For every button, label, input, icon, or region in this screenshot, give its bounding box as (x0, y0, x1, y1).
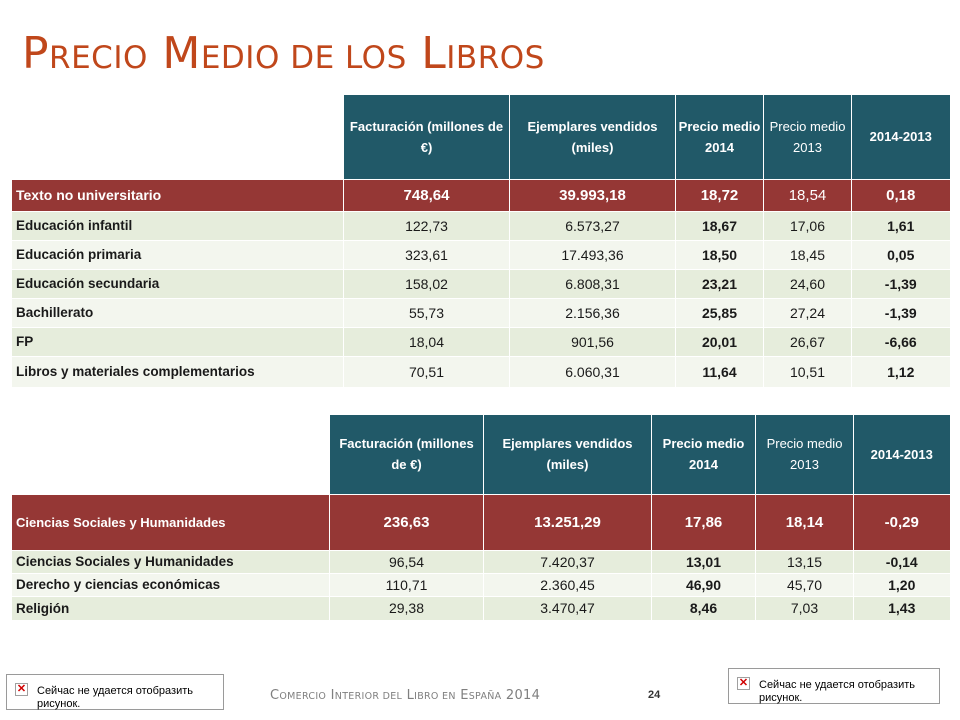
column-header: Precio medio 2014 (676, 95, 764, 179)
column-header: Precio medio 2013 (756, 415, 854, 494)
column-header: 2014-2013 (854, 415, 950, 494)
table-header-row (12, 415, 950, 494)
page-title: PRECIO MEDIO DE LOS LIBROS (22, 28, 545, 79)
table-row: Bachillerato 55,73 2.156,36 25,85 27,24 -1,39 (12, 298, 950, 327)
footer-caption: COMERCIO INTERIOR DEL LIBRO EN ESPAÑA 2014 (270, 688, 541, 703)
column-header: Facturación (millones de €) (330, 415, 484, 494)
column-header: Facturación (millones de €) (344, 95, 510, 179)
table-row: Ciencias Sociales y Humanidades 96,54 7.420,37 13,01 13,15 -0,14 (12, 550, 950, 573)
table-row: Libros y materiales complementarios 70,51 6.060,31 11,64 10,51 1,12 (12, 356, 950, 387)
table-row: FP 18,04 901,56 20,01 26,67 -6,66 (12, 327, 950, 356)
page-number: 24 (648, 689, 661, 701)
ciencias-table (11, 415, 950, 620)
missing-image-placeholder: ✕ Сейчас не удается отобразить рисунок. (728, 668, 940, 704)
table-row: Religión 29,38 3.470,47 8,46 7,03 1,43 (12, 596, 950, 620)
table-header-row (12, 95, 950, 179)
table-row: Educación secundaria 158,02 6.808,31 23,21 24,60 -1,39 (12, 269, 950, 298)
column-header: Precio medio 2013 (764, 95, 852, 179)
table-row: Educación infantil 122,73 6.573,27 18,67 17,06 1,61 (12, 211, 950, 240)
missing-image-placeholder: ✕ Сейчас не удается отобразить рисунок. (6, 674, 224, 710)
table-row: Educación primaria 323,61 17.493,36 18,50 18,45 0,05 (12, 240, 950, 269)
broken-image-icon: ✕ (738, 677, 749, 689)
table-row: Derecho y ciencias económicas 110,71 2.360,45 46,90 45,70 1,20 (12, 573, 950, 596)
column-header: Ejemplares vendidos (miles) (510, 95, 676, 179)
materias-table (11, 95, 950, 387)
summary-row: Texto no universitario 748,64 39.993,18 18,72 18,54 0,18 (12, 179, 950, 211)
broken-image-icon: ✕ (16, 683, 27, 695)
column-header: Precio medio 2014 (652, 415, 756, 494)
summary-row: Ciencias Sociales y Humanidades 236,63 13.251,29 17,86 18,14 -0,29 (12, 494, 950, 550)
column-header: 2014-2013 (852, 95, 950, 179)
column-header: Ejemplares vendidos (miles) (484, 415, 652, 494)
